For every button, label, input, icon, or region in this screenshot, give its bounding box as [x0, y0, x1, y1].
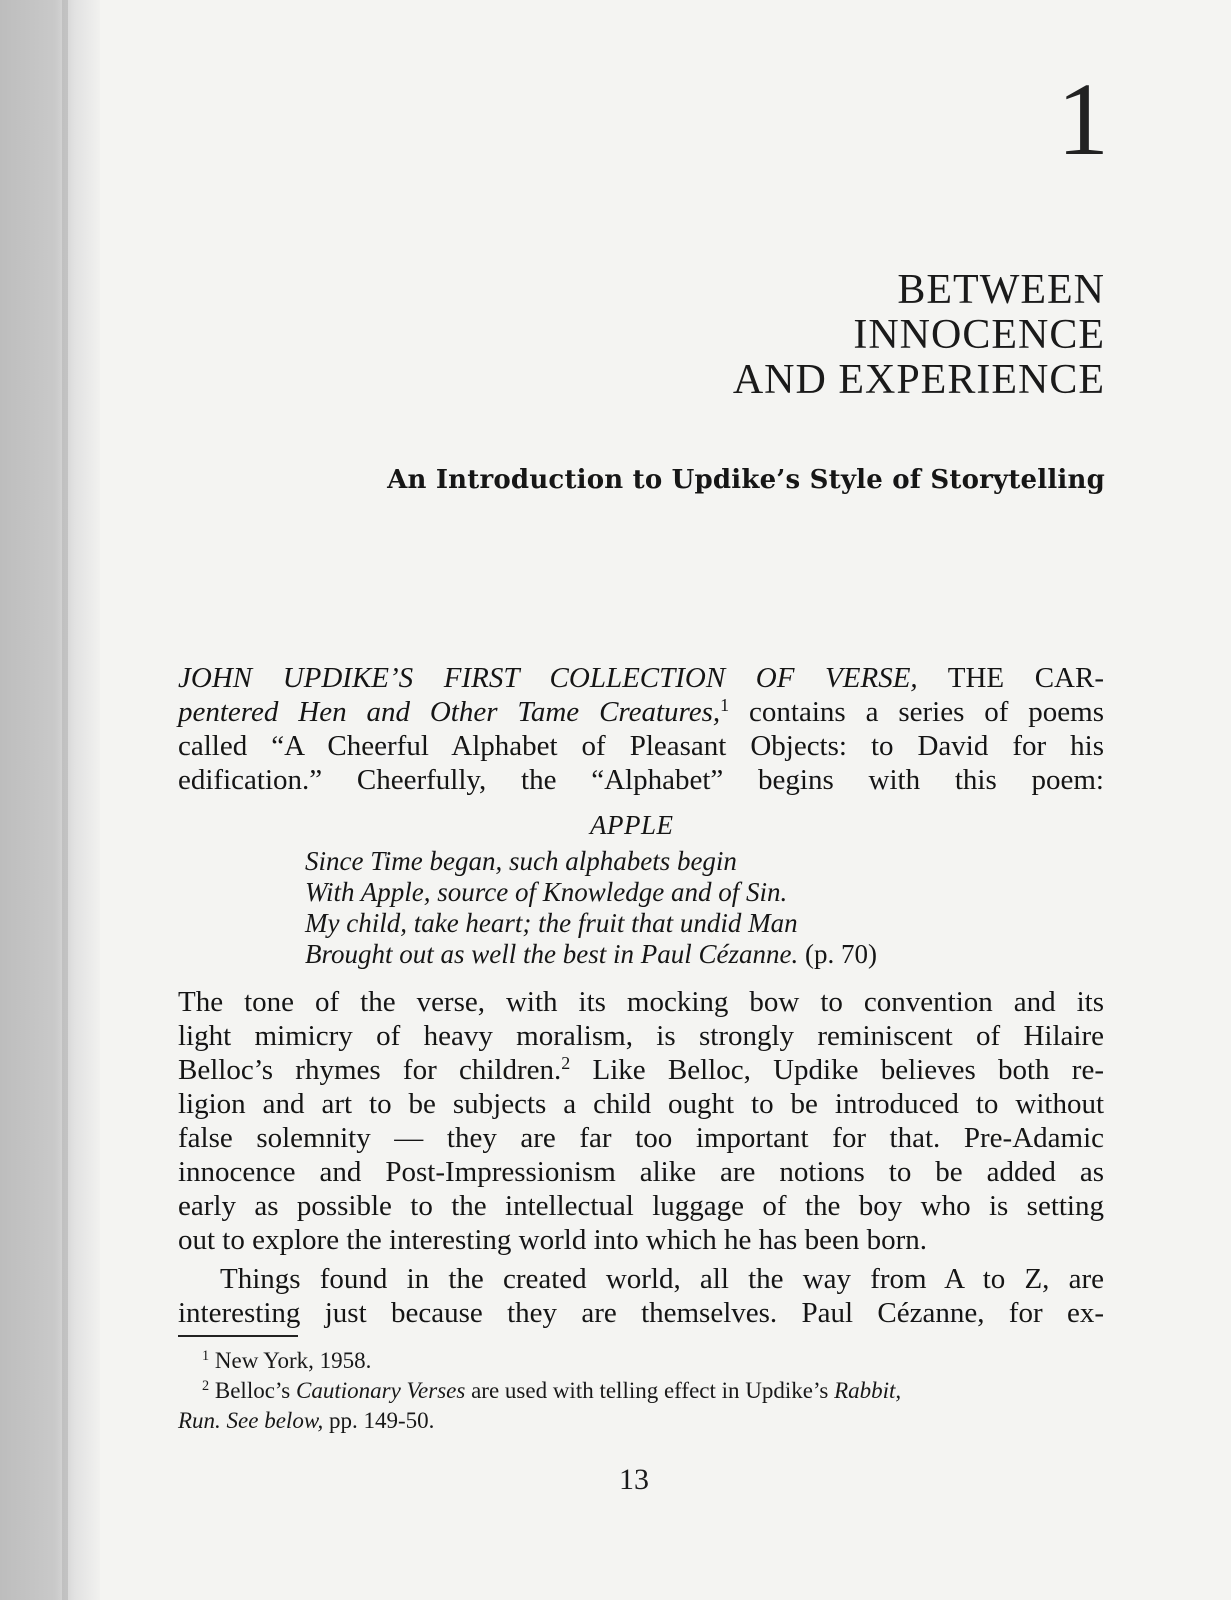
intro-line-1-rest: THE CAR-: [917, 662, 1104, 694]
intro-line-3: called “A Cheerful Alphabet of Pleasant Objects: to David for his: [178, 730, 1104, 762]
footnote-1-mark: 1: [202, 1348, 210, 1365]
footnote-2-italic-a: Cautionary Verses: [296, 1378, 466, 1403]
page-number: 13: [619, 1463, 649, 1496]
paragraph-3-line-2: interesting just because they are themselves. Paul Cézanne, for ex-: [178, 1297, 1104, 1329]
paragraph-2: [178, 985, 1104, 1257]
paragraph-2-line-4: ligion and art to be subjects a child ought to be introduced to without: [178, 1088, 1104, 1120]
poem-line-4: [305, 939, 877, 970]
footnote-ref-2: 2: [561, 1053, 571, 1074]
poem-title: APPLE: [590, 810, 674, 840]
intro-line-2-italic: pentered Hen and Other Tame Creatures,: [178, 696, 721, 728]
footnote-2-text-a: Belloc’s: [209, 1378, 297, 1403]
intro-line-1: [178, 661, 1104, 695]
intro-paragraph: [178, 661, 1104, 797]
paragraph-2-line-3: [178, 1053, 1104, 1087]
poem-line-4-text: Brought out as well the best in Paul Cézanne.: [305, 939, 799, 969]
chapter-number: 1: [1057, 62, 1109, 177]
paragraph-2-line-1: The tone of the verse, with its mocking bow to convention and its: [178, 986, 1104, 1018]
footnotes: [178, 1346, 1108, 1436]
footnote-1: [178, 1346, 1108, 1376]
chapter-title-line-2: INNOCENCE: [853, 312, 1105, 358]
poem-line-3: My child, take heart; the fruit that undid Man: [305, 908, 798, 938]
intro-line-2-rest: contains a series of poems: [729, 696, 1105, 728]
poem-line-1: Since Time began, such alphabets begin: [305, 846, 737, 876]
chapter-subtitle: An Introduction to Updike’s Style of Storytelling: [387, 465, 1105, 495]
paragraph-2-line-7: early as possible to the intellectual luggage of the boy who is setting: [178, 1190, 1104, 1222]
paragraph-3: [178, 1262, 1104, 1330]
footnote-2-continued: [178, 1406, 1108, 1436]
poem-line-2: With Apple, source of Knowledge and of Sin.: [305, 877, 788, 907]
footnote-2-line-2-rest: pp. 149-50.: [323, 1408, 435, 1433]
chapter-title-line-3: AND EXPERIENCE: [732, 357, 1105, 403]
paragraph-2-line-8: out to explore the interesting world into which he has been born.: [178, 1224, 927, 1256]
paragraph-2-line-6: innocence and Post-Impressionism alike are notions to be added as: [178, 1156, 1104, 1188]
paragraph-2-line-5: false solemnity — they are far too important for that. Pre-Adamic: [178, 1122, 1104, 1154]
intro-line-2: [178, 695, 1104, 729]
paragraph-2-line-2: light mimicry of heavy moralism, is strongly reminiscent of Hilaire: [178, 1020, 1104, 1052]
chapter-title: [733, 268, 1105, 403]
book-gutter-shadow: [0, 0, 100, 1600]
paragraph-2-line-3-start: Belloc’s rhymes for children.: [178, 1054, 562, 1086]
footnote-divider: [178, 1335, 298, 1337]
footnote-2-italic-b: Rabbit,: [834, 1378, 902, 1403]
footnote-2: [178, 1376, 1108, 1406]
intro-line-1-italic: JOHN UPDIKE’S FIRST COLLECTION OF VERSE,: [178, 662, 918, 694]
poem-body: [305, 846, 877, 970]
footnote-1-text: New York, 1958.: [209, 1348, 372, 1373]
book-gutter-edge: [62, 0, 68, 1600]
footnote-2-text-b: are used with telling effect in Updike’s: [465, 1378, 835, 1403]
footnote-ref-1: 1: [720, 695, 730, 716]
footnote-2-line-2-italic: Run. See below,: [178, 1408, 324, 1433]
chapter-title-line-1: BETWEEN: [897, 267, 1105, 313]
footnote-2-mark: 2: [202, 1378, 210, 1395]
paragraph-3-line-1: Things found in the created world, all the way from A to Z, are: [220, 1263, 1104, 1295]
paragraph-2-line-3-rest: Like Belloc, Updike believes both re-: [570, 1054, 1104, 1086]
intro-line-4: edification.” Cheerfully, the “Alphabet” begins with this poem:: [178, 764, 1104, 796]
poem-citation: (p. 70): [798, 939, 877, 969]
